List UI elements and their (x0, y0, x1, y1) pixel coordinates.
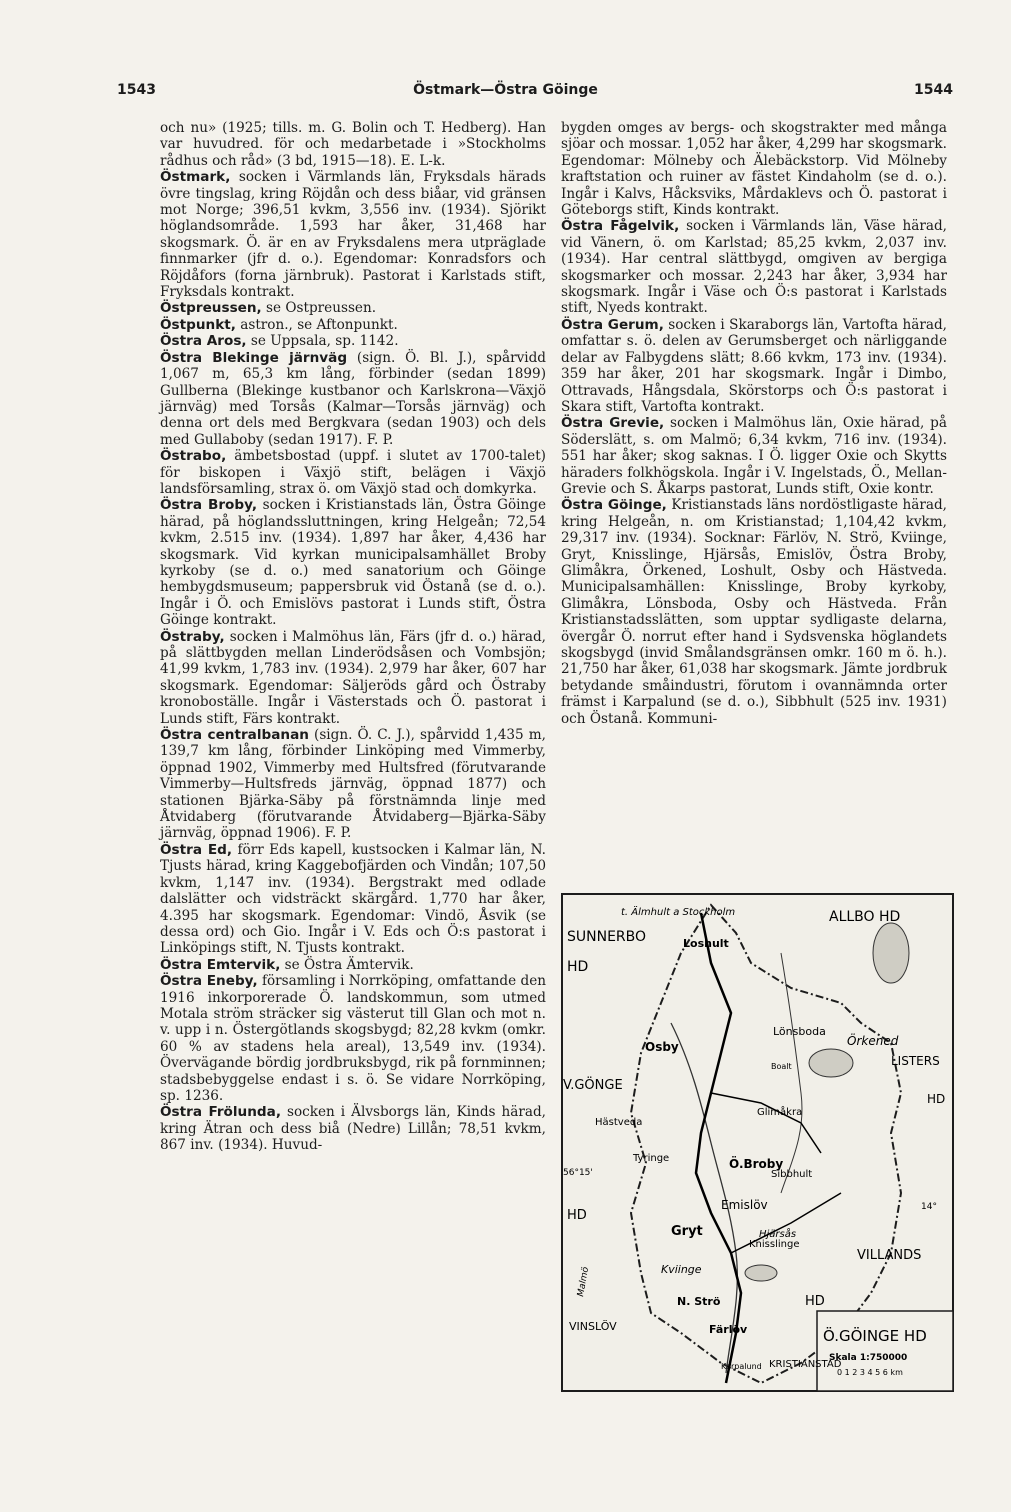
lake (809, 1049, 853, 1077)
label-hjarsas: Hjärsås (759, 1229, 797, 1240)
entry (160, 448, 546, 497)
entry (160, 842, 546, 957)
entry-text: Kristianstads läns nordöstligaste härad, kring Helgeån, n. om Kristianstad; 1,104,42 kvkm, 29,317 inv. (1934). Socknar: Färlöv, N. Strö, Kviinge, Gryt, Knisslinge, Hjärsås, Emislöv, Östra Broby, Glimåkra, Örkened, Loshult, Osby och Hästveda. Municipalsamhällen: Knisslinge, Broby kyrkoby, Glimåkra, Lönsboda, Osby och Hästveda. Från Kristianstadsslätten, som upptar sydligaste delarna, övergår Ö. norrut efter hand i Sydsvenska höglandets skogsbygd (invid Smålandsgränsen omkr. 160 m ö. h.). 21,750 har åker, 61,038 har skogsmark. Jämte jordbruk betydande småindustri, förutom i ovannämnda orter främst i Karpalund (se d. o.), Sibbhult (525 inv. 1931) och Östanå. Kommuni- (561, 497, 947, 727)
entry-text: socken i Älvsborgs län, Kinds härad, kring Ätran och dess biå (Nedre) Lillån; 78,51 kvkm, 867 inv. (1934). Huvud- (160, 1104, 546, 1154)
entry (561, 218, 947, 316)
entry (561, 317, 947, 415)
label-hd-4: HD (805, 1294, 825, 1309)
label-loshult: Loshult (683, 937, 729, 950)
entry-term: Östra Emtervik, (160, 956, 281, 973)
label-gryt: Gryt (671, 1224, 703, 1239)
entry-text: bygden omges av bergs- och skogstrakter med många sjöar och mossar. 1,052 har åker, 4,299 har skogsmark. Egendomar: Mölneby och Älebäckstorp. Vid Mölneby kraftstation och ruiner av fästet Kindaholm (se d. o.). Ingår i Kalvs, Håcksviks, Mårdaklevs och Ö. pastorat i Göteborgs stift, Kinds kontrakt. (561, 120, 947, 219)
entry-term: Östra Fågelvik, (561, 218, 680, 235)
label-lon: 14° (921, 1202, 937, 1212)
label-knisslinge: Knisslinge (749, 1239, 800, 1250)
label-hastveda: Hästveda (595, 1117, 643, 1128)
entry (561, 120, 947, 218)
entry (160, 497, 546, 628)
entry (160, 317, 546, 333)
entry (160, 333, 546, 349)
label-v-goinge: V.GÖNGE (563, 1078, 623, 1093)
entry (160, 973, 546, 1104)
label-albo: ALLBO HD (829, 909, 901, 925)
entry-term: Östra Blekinge järnväg (160, 349, 348, 366)
entry-term: Östra Aros, (160, 333, 247, 350)
entry-term: Östrabo, (160, 448, 227, 465)
entry (160, 727, 546, 842)
entry (561, 415, 947, 497)
map-title: Ö.GÖINGE HD (823, 1327, 927, 1345)
entry-term: Östra centralbanan (160, 727, 309, 744)
label-hd-2: HD (927, 1092, 946, 1106)
label-lonsboda: Lönsboda (773, 1025, 826, 1038)
label-villands: VILLANDS (857, 1248, 922, 1263)
entry-term: Östraby, (160, 628, 225, 645)
label-vinslov: VINSLÖV (569, 1320, 617, 1333)
entry-term: Östpunkt, (160, 316, 236, 333)
left-column (160, 120, 546, 1154)
entry-text: socken i Värmlands län, Fryksdals härads övre tingslag, kring Röjdån och dess biåar, vid gränsen mot Norge; 396,51 kvkm, 3,556 inv. (1934). Sjörikt höglandsområde. 1,593 har åker, 31,468 har skogsmark. Ö. är en av Fryksdalens mera utpräglade finnmarker (jfr d. o.). Egendomar: Konradsfors och Röjdåfors (forna järnbruk). Pastorat i Karlstads stift, Fryksdals kontrakt. (160, 169, 546, 301)
entry-text: socken i Skaraborgs län, Vartofta härad, omfattar s. ö. delen av Gerumsberget och närliggande delar av Falbygdens slätt; 8.66 kvkm, 173 inv. (1934). 359 har åker, 201 har skogsmark. Ingår i Dimbo, Ottravads, Hångsdala, Skörstorps och Ö:s pastorat i Skara stift, Vartofta kontrakt. (561, 316, 947, 415)
left-page-number: 1543 (117, 82, 156, 98)
lake (745, 1265, 777, 1281)
entry (160, 957, 546, 973)
entry-text: (sign. Ö. C. J.), spårvidd 1,435 m, 139,7 km lång, förbinder Linköping med Vimmerby, öppnad 1902, Vimmerby med Hultsfred (förutvarande Vimmerby—Hultsfreds järnväg, öppnad 1877) och stationen Bjärka-Säby på förstnämnda linje med Åtvidaberg (förutvarande Åtvidaberg—Bjärka-Säby järnväg, öppnad 1906). F. P. (160, 727, 546, 842)
label-lat: 56°15' (563, 1168, 593, 1178)
label-boalt: Boalt (771, 1062, 792, 1071)
map-svg (561, 893, 954, 1392)
lake (873, 923, 909, 983)
entry-text: och nu» (1925; tills. m. G. Bolin och T. Hedberg). Han var huvudred. för och medarbetade i »Stockholms rådhus och råd» (3 bd, 1915—18). E. L-k. (160, 120, 546, 169)
entry-term: Östra Broby, (160, 497, 258, 514)
label-listers: LISTERS (891, 1054, 940, 1068)
entry-text: socken i Kristianstads län, Östra Göinge härad, på höglandssluttningen, kring Helgeån; 72,54 kvkm, 2.515 inv. (1934). 1,897 har åker, 4,436 har skogsmark. Vid kyrkan municipalsamhället Broby kyrkoby (se d. o.) med sanatorium och Göinge hembygdsmuseum; pappersbruk vid Östanå (se d. o.). Ingår i Ö. och Emislövs pastorat i Lunds stift, Östra Göinge kontrakt. (160, 497, 547, 629)
entry (160, 1104, 546, 1153)
entry (160, 300, 546, 316)
label-kviinge: Kviinge (661, 1263, 702, 1276)
right-column (561, 120, 947, 727)
label-sunnerbo: SUNNERBO (567, 929, 647, 945)
entry (160, 350, 546, 448)
entry-text: socken i Malmöhus län, Oxie härad, på Söderslätt, s. om Malmö; 6,34 kvkm, 716 inv. (1934). 551 har åker; skog saknas. I Ö. ligger Oxie och Skytts häraders folkhögskola. Ingår i V. Ingelstads, Ö., Mellan-Grevie och S. Åkarps pastorat, Lunds stift, Oxie kontr. (561, 415, 947, 497)
label-farlov: Färlöv (709, 1323, 748, 1336)
label-broby: Ö.Broby (729, 1157, 784, 1171)
label-stockholm: t. Älmhult a Stockholm (621, 907, 736, 918)
entry-term: Östra Gerum, (561, 316, 664, 333)
entry-text: församling i Norrköping, omfattande den 1916 inkorporerade Ö. landskommun, som utmed Motala ström sträcker sig västerut till Glan och mot n. v. upp i n. Östergötlands skogsbygd; 82,28 kvkm (omkr. 60 % av stadens hela areal), 13,549 inv. (1934). Övervägande bördig jordbruksbygd, rik på fornminnen; stadsbebyggelse endast i s. ö. Se vidare Norrköping, sp. 1236. (160, 973, 546, 1104)
entry-text: förr Eds kapell, kustsocken i Kalmar län, N. Tjusts härad, kring Kaggebofjärden och Vindån; 107,50 kvkm, 1,147 inv. (1934). Bergstrakt med odlade dalslätter och vidsträckt skärgård. 1,770 har åker, 4.395 har skogsmark. Egendomar: Vindö, Åsvik (se dessa ord) och Gio. Ingår i V. Eds och Ö:s pastorat i Linköpings stift, N. Tjusts kontrakt. (160, 841, 546, 957)
label-orkened: Örkened (847, 1034, 899, 1048)
label-tyringe: Tyringe (633, 1153, 670, 1164)
legend-box (817, 1311, 953, 1391)
entry-text: se Uppsala, sp. 1142. (246, 333, 399, 350)
label-malmo: Malmö (576, 1266, 592, 1298)
entry-term: Östpreussen, (160, 300, 262, 317)
entry-text: astron., se Aftonpunkt. (235, 316, 398, 333)
entry-term: Östra Frölunda, (160, 1104, 281, 1121)
entry-term: Östra Eneby, (160, 973, 258, 990)
map-scale-ticks: 0 1 2 3 4 5 6 km (837, 1368, 903, 1377)
entry-text: ämbetsbostad (uppf. i slutet av 1700-talet) för biskopen i Växjö stift, belägen i Växjö landsförsamling, strax ö. om Växjö stad och domkyrka. (160, 448, 546, 497)
entry-term: Östra Göinge, (561, 497, 667, 514)
entry-text: se Östra Ämtervik. (280, 956, 414, 973)
right-page-number: 1544 (914, 82, 953, 98)
entry-text: se Ostpreussen. (261, 300, 377, 317)
label-n-stro: N. Strö (677, 1295, 721, 1308)
label-kristianstad: KRISTIANSTAD (769, 1359, 842, 1370)
entry-term: Östra Ed, (160, 841, 233, 858)
label-hd-3: HD (567, 1208, 587, 1223)
label-osby: Osby (645, 1040, 679, 1054)
goinge-map (561, 893, 954, 1392)
label-sibbhult: Sibbhult (771, 1169, 813, 1180)
map-scale: Skala 1:750000 (829, 1353, 908, 1363)
entry (160, 120, 546, 169)
entry-text: (sign. Ö. Bl. J.), spårvidd 1,067 m, 65,3 km lång, förbinder (sedan 1899) Gullberna (Blekinge kustbanor och Karlskrona—Växjö järnväg) med Torsås (Kalmar—Torsås järnväg) och denna ort dels med Bergkvara (sedan 1903) och dels med Gullaboby (sedan 1917). F. P. (160, 349, 546, 448)
label-karpalund: Karpalund (721, 1362, 762, 1371)
entry (160, 169, 546, 300)
entry-text: socken i Värmlands län, Väse härad, vid Vänern, ö. om Karlstad; 85,25 kvkm, 2,037 inv. (1934). Har central slättbygd, omgiven av bergiga skogsmarker och mossar. 2,243 har åker, 3,934 har skogsmark. Ingår i Väse och Ö:s pastorat i Karlstads stift, Nyeds kontrakt. (561, 218, 947, 317)
label-emislov: Emislöv (721, 1198, 768, 1212)
label-hd-1: HD (567, 959, 589, 975)
entry-text: socken i Malmöhus län, Färs (jfr d. o.) härad, på slättbygden mellan Linderödsåsen och Vombsjön; 41,99 kvkm, 1,783 inv. (1934). 2,979 har åker, 607 har skogsmark. Egendomar: Säljeröds gård och Östraby kronoboställe. Ingår i Västerstads och Ö. pastorat i Lunds stift, Färs kontrakt. (160, 628, 546, 727)
entry-term: Östra Grevie, (561, 415, 665, 432)
entry (160, 629, 546, 727)
running-title: Östmark—Östra Göinge (413, 82, 598, 98)
entry (561, 497, 947, 727)
label-glimakra: Glimåkra (757, 1107, 803, 1118)
entry-term: Östmark, (160, 169, 231, 186)
